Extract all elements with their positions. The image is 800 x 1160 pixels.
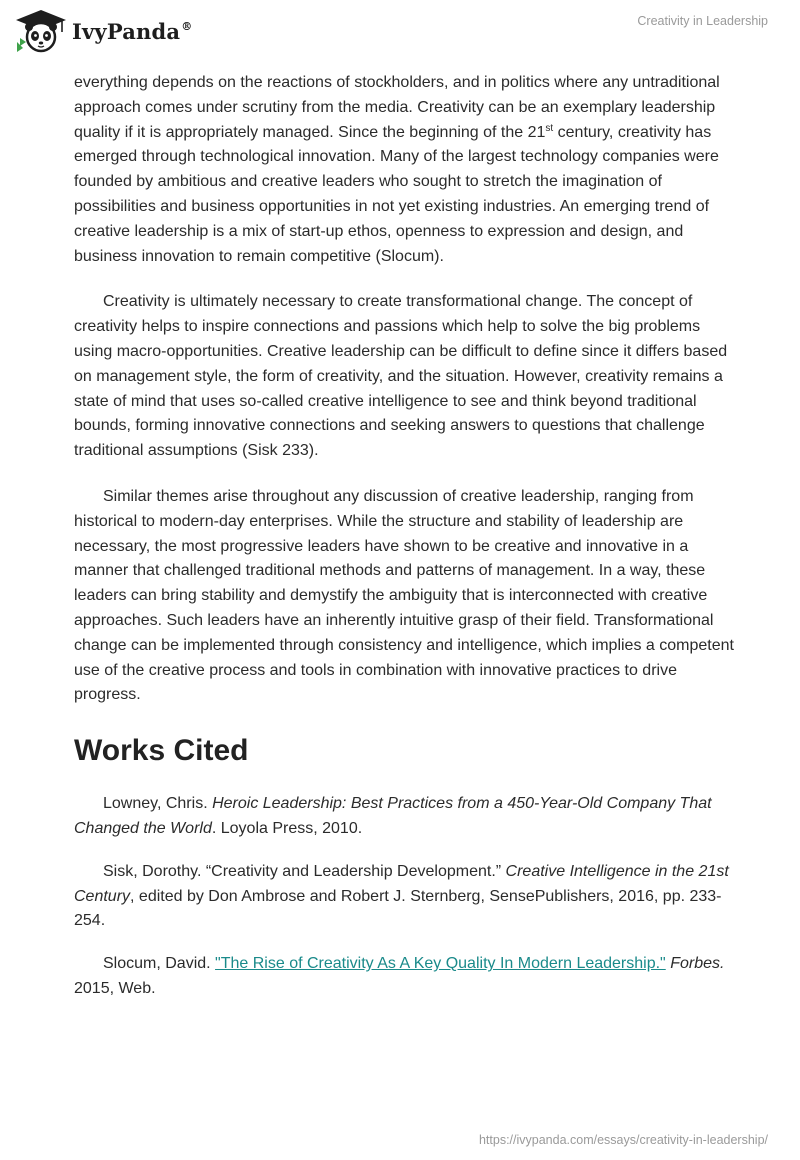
citation-sisk: Sisk, Dorothy. “Creativity and Leadership Development.” Creative Intelligence in the 21st Century, edited by Don Ambrose and Robert J. Sternberg, SensePublishers, 2016, pp. 233-254. <box>74 862 729 930</box>
brand-name: IvyPanda® <box>72 18 193 44</box>
citation-slocum: Slocum, David. "The Rise of Creativity As A Key Quality In Modern Leadership." Forbes. 2015, Web. <box>74 955 725 997</box>
citation-lowney: Lowney, Chris. Heroic Leadership: Best Practices from a 450-Year-Old Company That Changed the World. Loyola Press, 2010. <box>74 795 712 837</box>
body-paragraph-3: Similar themes arise throughout any discussion of creative leadership, ranging from historical to modern-day enterprises. While the structure and stability of leadership are necessary, the most progressive leaders have shown to be creative and innovative in a manner that challenged traditional methods and patterns of management. In a way, these leaders can bring stability and demystify the ambiguity that is interconnected with creative approaches. Such leaders have an inherently intuitive grasp of their field. Transformational change can be implemented through consistency and intelligence, which implies a competent use of the creative process and tools in combination with innovative practices to drive progress. <box>74 487 734 704</box>
document-title: Creativity in Leadership <box>637 14 768 28</box>
body-paragraph-2: Creativity is ultimately necessary to create transformational change. The concept of creativity helps to inspire connections and passions which help to solve the big problems using macro-opportunities. Creative leadership can be difficult to define since it differs based on management style, the form of creativity, and the situation. However, creativity remains a state of mind that uses so-called creative intelligence to see and think beyond traditional bounds, forming innovative connections and seeking answers to questions that challenge traditional assumptions (Sisk 233). <box>74 293 728 460</box>
ivypanda-logo[interactable] <box>14 8 192 54</box>
slocum-article-link[interactable]: "The Rise of Creativity As A Key Quality In Modern Leadership." <box>215 955 666 973</box>
footer-url: https://ivypanda.com/essays/creativity-in-leadership/ <box>478 1133 768 1147</box>
page-header <box>0 0 800 70</box>
panda-graduate-icon <box>14 8 68 54</box>
essay-content <box>74 70 734 1020</box>
works-cited-heading: Works Cited <box>74 734 249 768</box>
body-paragraph-1: everything depends on the reactions of stockholders, and in politics where any untraditional approach comes under scrutiny from the media. Creativity can be an exemplary leadership quality if it is appropriately managed. Since the beginning of the 21st century, creativity has emerged through technological innovation. Many of the largest technology companies were founded by ambitious and creative leaders who sought to stretch the imagination of possibilities and business opportunities in not yet existing industries. An emerging trend of creative leadership is a mix of start-up ethos, openness to expression and design, and business innovation to remain competitive (Slocum). <box>74 74 720 265</box>
